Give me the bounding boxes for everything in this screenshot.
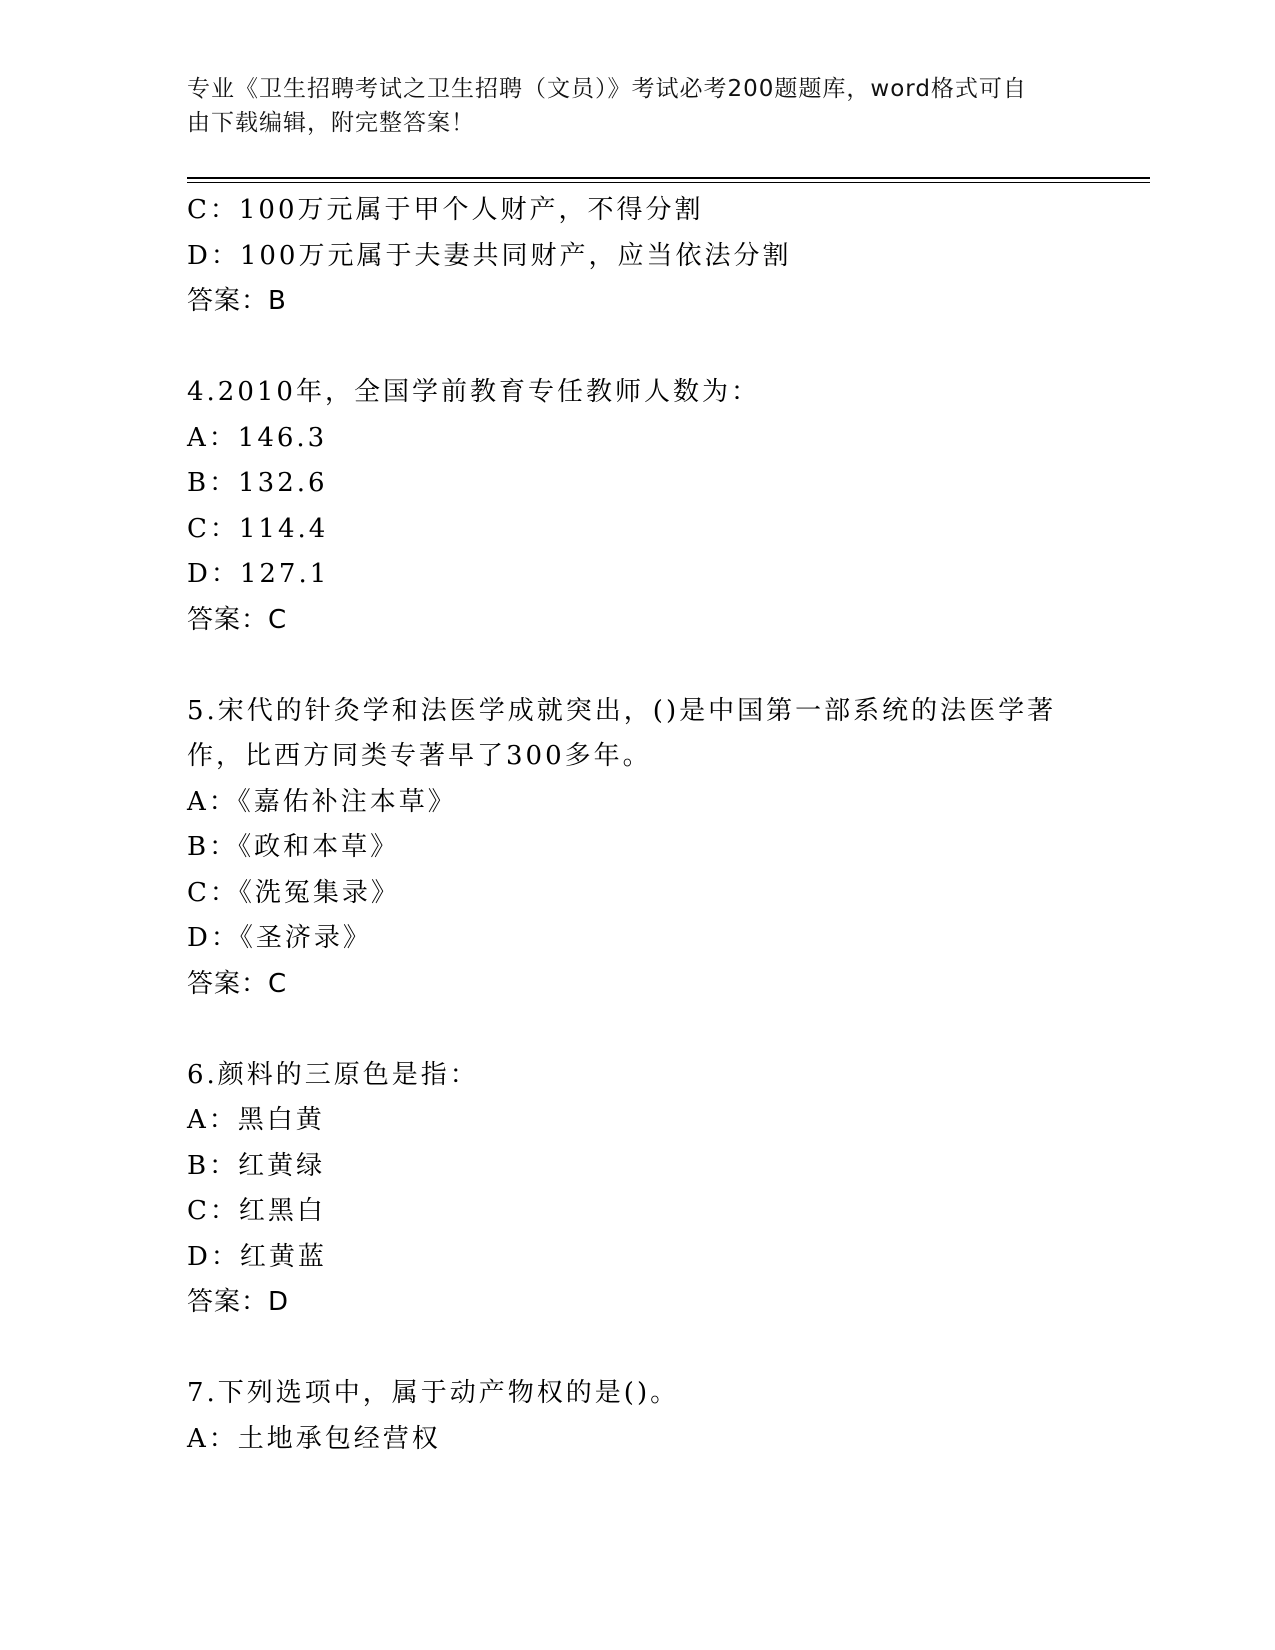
section-spacer	[187, 643, 1087, 689]
option-line: A：黑白黄	[187, 1105, 325, 1135]
option-line: C：红黑白	[187, 1196, 326, 1226]
answer-line: 答案：C	[187, 604, 288, 635]
question-text: 6.颜料的三原色是指：	[187, 1059, 479, 1090]
section-spacer	[187, 1007, 1087, 1053]
option-line: D：《圣济录》	[187, 923, 372, 953]
header-line-2: 由下载编辑，附完整答案！	[187, 110, 475, 136]
option-line: A：146.3	[187, 422, 328, 453]
option-line: C：100万元属于甲个人财产，不得分割	[187, 195, 704, 225]
option-line: B：132.6	[187, 468, 328, 498]
option-line: D：红黄蓝	[187, 1241, 327, 1272]
option-line: D：127.1	[187, 559, 330, 589]
answer-line: 答案：D	[187, 1287, 290, 1317]
header-divider-thin	[187, 182, 1150, 183]
header-line-1: 专业《卫生招聘考试之卫生招聘（文员）》考试必考200题题库，word格式可自	[187, 76, 1027, 102]
option-line: B：《政和本草》	[187, 832, 400, 862]
header-divider-thick	[187, 177, 1150, 179]
answer-line: 答案：B	[187, 286, 287, 316]
question-text: 5.宋代的针灸学和法医学成就突出，()是中国第一部系统的法医学著	[187, 695, 1057, 726]
document-header	[187, 72, 1067, 140]
answer-line: 答案：C	[187, 968, 288, 999]
question-list	[187, 188, 1087, 1462]
section-spacer	[187, 1326, 1087, 1372]
option-line: C：《洗冤集录》	[187, 877, 400, 908]
option-line: C：114.4	[187, 513, 329, 544]
option-line: D：100万元属于夫妻共同财产，应当依法分割	[187, 240, 792, 271]
question-text: 7.下列选项中，属于动产物权的是()。	[187, 1378, 680, 1408]
option-line: A：《嘉佑补注本草》	[187, 786, 457, 817]
question-text: 4.2010年，全国学前教育专任教师人数为：	[187, 377, 760, 407]
option-line: B：红黄绿	[187, 1150, 326, 1181]
option-line: A：土地承包经营权	[187, 1423, 441, 1454]
question-text: 作，比西方同类专著早了300多年。	[187, 741, 652, 771]
section-spacer	[187, 325, 1087, 371]
